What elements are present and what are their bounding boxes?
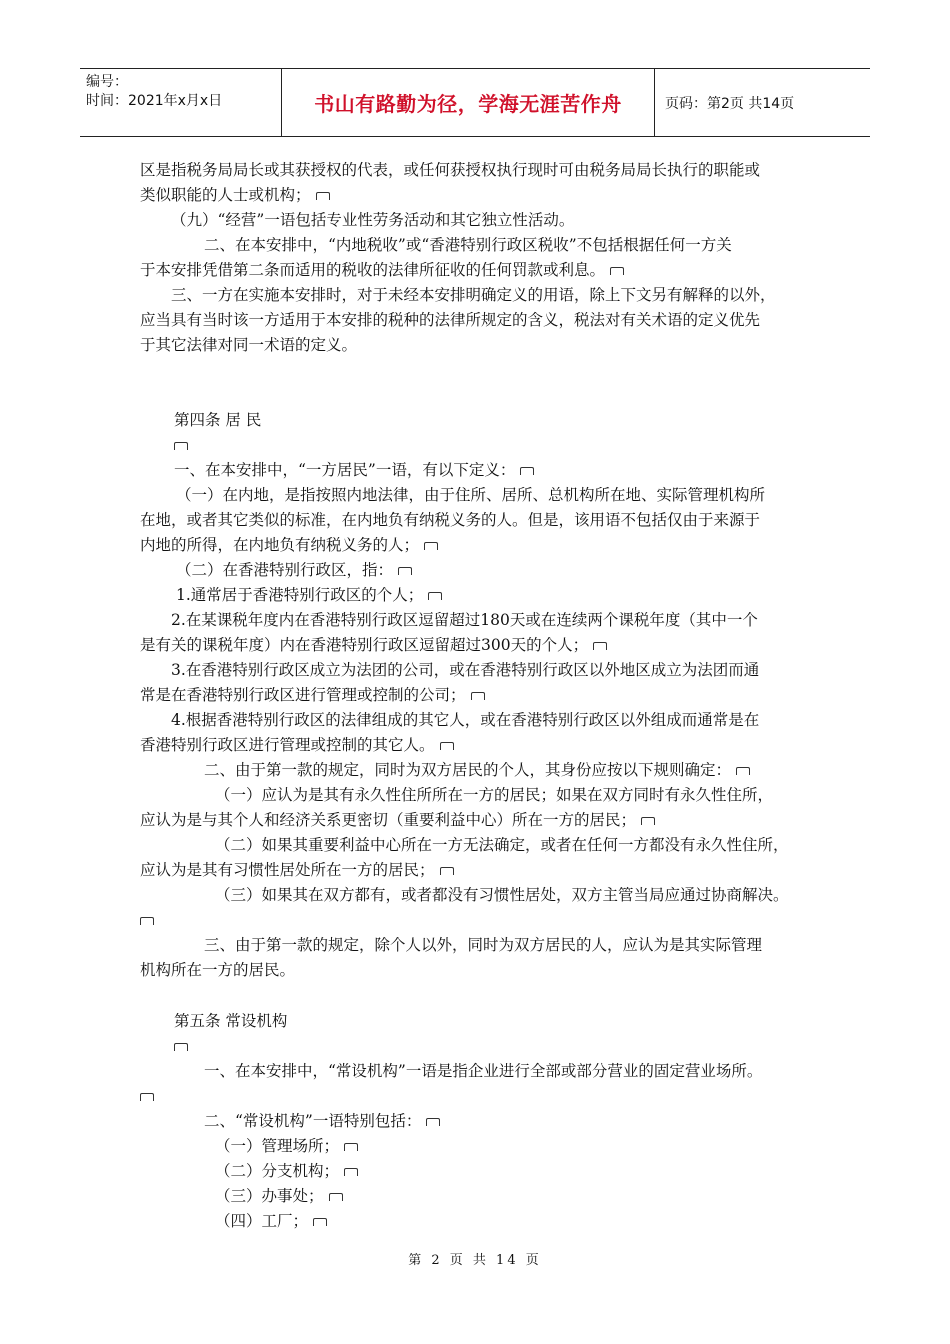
paragraph-mark-icon: [610, 267, 624, 275]
paragraph-mark-icon: [344, 1143, 358, 1151]
text-line: 二、在本安排中，“内地税收”或“香港特别行政区税收”不包括根据任何一方关: [204, 236, 732, 254]
text-line: （一）管理场所；: [140, 1134, 830, 1159]
paragraph-mark-icon: [174, 442, 188, 450]
document-body: [140, 158, 830, 1234]
text-line: （二）分支机构；: [140, 1159, 830, 1184]
text-line: 内地的所得，在内地负有纳税义务的人；: [140, 533, 830, 558]
text-line: [140, 433, 830, 458]
text-line: （二）如果其重要利益中心所在一方无法确定，或者在任何一方都没有永久性住所，: [215, 836, 789, 854]
number-label: 编号：: [86, 74, 128, 90]
text-line: 常是在香港特别行政区进行管理或控制的公司；: [140, 683, 830, 708]
text-line: 香港特别行政区进行管理或控制的其它人。: [140, 733, 830, 758]
text-line: 3.在香港特别行政区成立为法团的公司，或在香港特别行政区以外地区成立为法团而通: [171, 661, 760, 679]
paragraph-mark-icon: [440, 867, 454, 875]
text-line: 一、在本安排中，“一方居民”一语，有以下定义：: [140, 458, 830, 483]
text-line: 三、一方在实施本安排时，对于未经本安排明确定义的用语，除上下文另有解释的以外，: [171, 286, 776, 304]
text-line: （九）“经营”一语包括专业性劳务活动和其它独立性活动。: [171, 211, 575, 229]
text-line: 一、在本安排中，“常设机构”一语是指企业进行全部或部分营业的固定营业场所。: [204, 1062, 763, 1080]
text-line: 于其它法律对同一术语的定义。: [140, 336, 358, 354]
text-line: （一）在内地，是指按照内地法律，由于住所、居所、总机构所在地、实际管理机构所: [176, 486, 766, 504]
text-line: （四）工厂；: [140, 1209, 830, 1234]
paragraph-mark-icon: [428, 592, 442, 600]
page-header: [80, 68, 870, 137]
article-heading: 第五条 常设机构: [174, 1012, 288, 1030]
text-line: 二、“常设机构”一语特别包括：: [140, 1109, 830, 1134]
text-line: 于本安排凭借第二条而适用的税收的法律所征收的任何罚款或利息。: [140, 258, 830, 283]
paragraph-mark-icon: [174, 1043, 188, 1051]
paragraph-mark-icon: [641, 817, 655, 825]
text-line: 类似职能的人士或机构；: [140, 183, 830, 208]
motto: 书山有路勤为径，学海无涯苦作舟: [282, 69, 655, 136]
text-line: 是有关的课税年度）内在香港特别行政区逗留超过300天的个人；: [140, 633, 830, 658]
text-line: 二、由于第一款的规定，同时为双方居民的个人，其身份应按以下规则确定：: [140, 758, 830, 783]
text-line: 应认为是与其个人和经济关系更密切（重要利益中心）所在一方的居民；: [140, 808, 830, 833]
paragraph-mark-icon: [426, 1118, 440, 1126]
text-line: （一）应认为是其有永久性住所所在一方的居民；如果在双方同时有永久性住所，: [215, 786, 774, 804]
text-line: （二）在香港特别行政区，指：: [140, 558, 830, 583]
text-line: [140, 1034, 830, 1059]
text-line: （三）办事处；: [140, 1184, 830, 1209]
text-line: 1.通常居于香港特别行政区的个人；: [140, 583, 830, 608]
text-line: 三、由于第一款的规定，除个人以外，同时为双方居民的人，应认为是其实际管理: [204, 936, 763, 954]
text-line: 4.根据香港特别行政区的法律组成的其它人，或在香港特别行政区以外组成而通常是在: [171, 711, 760, 729]
spacer: [140, 983, 830, 1009]
text-line: 在地，或者其它类似的标准，在内地负有纳税义务的人。但是，该用语不包括仅由于来源于: [140, 511, 761, 529]
paragraph-mark-icon: [736, 767, 750, 775]
article-heading: 第四条 居 民: [174, 411, 262, 429]
text-line: [140, 908, 830, 933]
paragraph-mark-icon: [593, 642, 607, 650]
paragraph-mark-icon: [329, 1193, 343, 1201]
text-line: 机构所在一方的居民。: [140, 961, 296, 979]
text-line: （三）如果其在双方都有，或者都没有习惯性居处，双方主管当局应通过协商解决。: [215, 886, 789, 904]
text-line: 应当具有当时该一方适用于本安排的税种的法律所规定的含义，税法对有关术语的定义优先: [140, 311, 761, 329]
paragraph-mark-icon: [424, 542, 438, 550]
paragraph-mark-icon: [344, 1168, 358, 1176]
paragraph-mark-icon: [140, 917, 154, 925]
paragraph-mark-icon: [440, 742, 454, 750]
paragraph-mark-icon: [316, 192, 330, 200]
text-line: 区是指税务局局长或其获授权的代表，或任何获授权执行现时可由税务局局长执行的职能或: [140, 161, 761, 179]
paragraph-mark-icon: [313, 1218, 327, 1226]
date-label: 时间：2021年x月x日: [86, 93, 223, 109]
paragraph-mark-icon: [140, 1093, 154, 1101]
page-footer: 第 2 页 共 14 页: [408, 1253, 542, 1268]
paragraph-mark-icon: [471, 692, 485, 700]
spacer: [140, 358, 830, 408]
paragraph-mark-icon: [398, 567, 412, 575]
page-label: 页码：第2页 共14页: [665, 95, 795, 112]
text-line: 应认为是其有习惯性居处所在一方的居民；: [140, 858, 830, 883]
text-line: 2.在某课税年度内在香港特别行政区逗留超过180天或在连续两个课税年度（其中一个: [171, 611, 758, 629]
text-line: [140, 1084, 830, 1109]
header-meta: [80, 69, 282, 136]
paragraph-mark-icon: [520, 467, 534, 475]
